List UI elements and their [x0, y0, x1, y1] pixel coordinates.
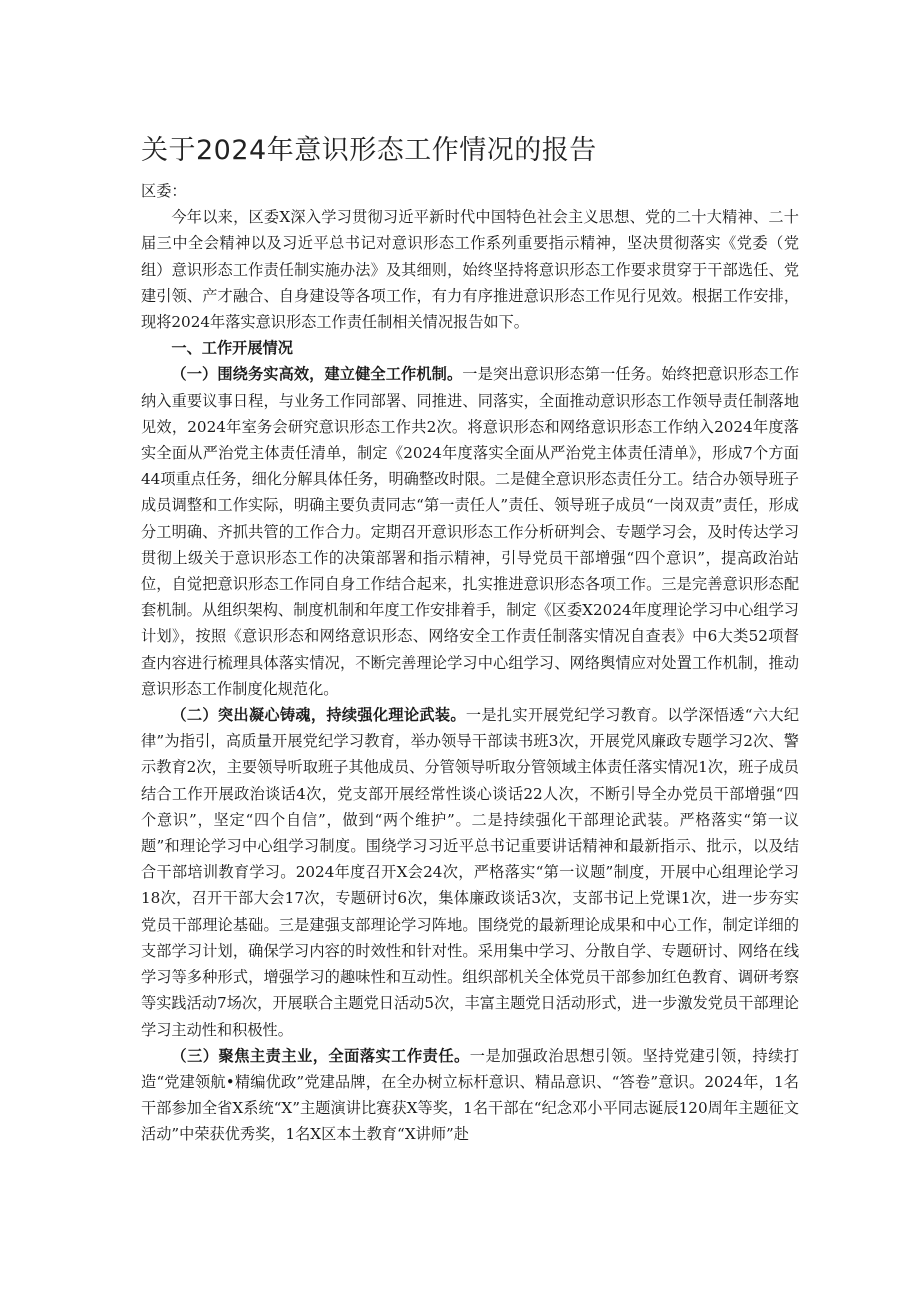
paragraph-lead: （三）聚焦主责主业，全面落实工作责任。: [171, 1046, 470, 1065]
paragraph-responsibility: [141, 1043, 799, 1148]
paragraph-text: 一是加强政治思想引领。坚持党建引领，持续打造“党建领航•精编优政”党建品牌，在全办树立标杆意识、精品意识、“答卷”意识。2024年，1名干部参加全省X系统“X”主题演讲比赛获X等奖，1名干部在“纪念邓小平同志诞辰120周年主题征文活动”中荣获优秀奖，1名X区本土教育“X讲师”赴: [141, 1046, 799, 1144]
paragraph-text: 一是扎实开展党纪学习教育。以学深悟透“六大纪律”为指引，高质量开展党纪学习教育，举办领导干部读书班3次，开展党风廉政专题学习2次、警示教育2次，主要领导听取班子其他成员、分管领导听取分管领域主体责任落实情况1次，班子成员结合工作开展政治谈话4次，党支部开展经常性谈心谈话22人次，不断引导全办党员干部增强“四个意识”，坚定“四个自信”，做到“两个维护”。二是持续强化干部理论武装。严格落实“第一议题”和理论学习中心组学习制度。围绕学习习近平总书记重要讲话精神和最新指示、批示，以及结合干部培训教育学习。2024年度召开X会24次，严格落实“第一议题”制度，开展中心组理论学习18次，召开干部大会17次，专题研讨6次，集体廉政谈话3次，支部书记上党课1次，进一步夯实党员干部理论基础。三是建强支部理论学习阵地。围绕党的最新理论成果和中心工作，制定详细的支部学习计划，确保学习内容的时效性和针对性。采用集中学习、分散自学、专题研讨、网络在线学习等多种形式，增强学习的趣味性和互动性。组织部机关全体党员干部参加红色教育、调研考察等实践活动7场次，开展联合主题党日活动5次，丰富主题党日活动形式，进一步激发党员干部理论学习主动性和积极性。: [141, 706, 800, 1039]
document-body: [141, 178, 799, 1148]
section-heading-work-progress: 一、工作开展情况: [171, 339, 293, 358]
paragraph-lead: （二）突出凝心铸魂，持续强化理论武装。: [171, 706, 466, 725]
paragraph-theory: [141, 702, 799, 1043]
paragraph-lead: （一）围绕务实高效，建立健全工作机制。: [171, 365, 463, 384]
paragraph-mechanism: [141, 361, 799, 702]
salutation: 区委：: [141, 182, 187, 200]
paragraph-text: 一是突出意识形态第一任务。始终把意识形态工作纳入重要议事日程，与业务工作同部署、同推进、同落实，全面推动意识形态工作领导责任制落地见效，2024年室务会研究意识形态工作共2次。将意识形态和网络意识形态工作纳入2024年度落实全面从严治党主体责任清单，制定《2024年度落实全面从严治党主体责任清单》，形成7个方面44项重点任务，细化分解具体任务，明确整改时限。二是健全意识形态责任分工。结合办领导班子成员调整和工作实际，明确主要负责同志“第一责任人”责任、领导班子成员“一岗双责”责任，形成分工明确、齐抓共管的工作合力。定期召开意识形态工作分析研判会、专题学习会，及时传达学习贯彻上级关于意识形态工作的决策部署和指示精神，引导党员干部增强“四个意识”，提高政治站位，自觉把意识形态工作同自身工作结合起来，扎实推进意识形态各项工作。三是完善意识形态配套机制。从组织架构、制度机制和年度工作安排着手，制定《区委X2024年度理论学习中心组学习计划》，按照《意识形态和网络意识形态、网络安全工作责任制落实情况自查表》中6大类52项督查内容进行梳理具体落实情况，不断完善理论学习中心组学习、网络舆情应对处置工作机制，推动意识形态工作制度化规范化。: [141, 365, 800, 698]
intro-paragraph: 今年以来，区委X深入学习贯彻习近平新时代中国特色社会主义思想、党的二十大精神、二十届三中全会精神以及习近平总书记对意识形态工作系列重要指示精神，坚决贯彻落实《党委（党组）意识形态工作责任制实施办法》及其细则，始终坚持将意识形态工作要求贯穿于干部选任、党建引领、产才融合、自身建设等各项工作，有力有序推进意识形态工作见行见效。根据工作安排，现将2024年落实意识形态工作责任制相关情况报告如下。: [141, 208, 799, 332]
document-title: 关于2024年意识形态工作情况的报告: [141, 135, 597, 166]
